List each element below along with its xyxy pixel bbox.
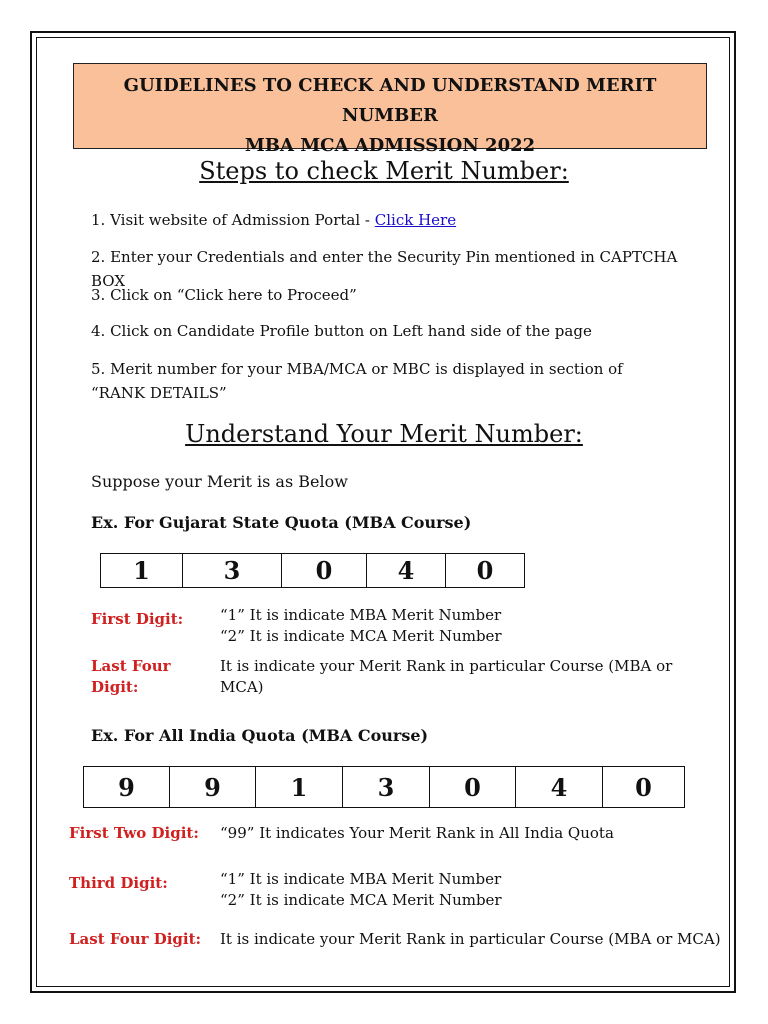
- step-1-text: 1. Visit website of Admission Portal -: [91, 211, 375, 229]
- understand-heading: Understand Your Merit Number:: [185, 420, 583, 448]
- last-four-digit-desc: [220, 656, 672, 698]
- click-here-link[interactable]: Click Here: [374, 211, 457, 229]
- third-digit-line-1: “1” It is indicate MBA Merit Number: [220, 870, 502, 888]
- digit-cell: 4: [516, 767, 603, 808]
- digit-cell: 9: [170, 767, 256, 808]
- digit-cell: 9: [84, 767, 170, 808]
- gujarat-merit-digits: [100, 553, 525, 588]
- india-quota-title: Ex. For All India Quota (MBA Course): [91, 726, 429, 745]
- step-3: 3. Click on “Click here to Proceed”: [91, 286, 357, 304]
- last-four-desc-line-2: MCA): [220, 678, 264, 696]
- digit-cell: 0: [446, 554, 525, 588]
- india-last-four-desc: It is indicate your Merit Rank in particular Course (MBA or MCA): [220, 930, 721, 948]
- title-line-1: GUIDELINES TO CHECK AND UNDERSTAND MERIT NUMBER: [123, 75, 657, 126]
- suppose-text: Suppose your Merit is as Below: [91, 472, 348, 491]
- step-4: 4. Click on Candidate Profile button on Left hand side of the page: [91, 322, 592, 340]
- last-four-digit-label: [91, 656, 171, 698]
- last-four-label-line-2: Digit:: [91, 678, 139, 696]
- step-5: 5. Merit number for your MBA/MCA or MBC is displayed in section of “RANK DETAILS”: [91, 360, 623, 402]
- first-two-digit-label: First Two Digit:: [69, 824, 199, 842]
- gujarat-quota-title: Ex. For Gujarat State Quota (MBA Course): [91, 513, 472, 532]
- digit-cell: 4: [367, 554, 446, 588]
- digit-cell: 0: [282, 554, 367, 588]
- third-digit-desc: [220, 869, 502, 911]
- digit-cell: 0: [603, 767, 685, 808]
- first-digit-line-2: “2” It is indicate MCA Merit Number: [220, 627, 502, 645]
- last-four-desc-line-1: It is indicate your Merit Rank in particular Course (MBA or: [220, 657, 673, 675]
- first-two-digit-desc: “99” It indicates Your Merit Rank in All India Quota: [220, 824, 614, 842]
- india-last-four-label: Last Four Digit:: [69, 930, 202, 948]
- digit-cell: 0: [430, 767, 516, 808]
- third-digit-line-2: “2” It is indicate MCA Merit Number: [220, 891, 502, 909]
- third-digit-label: Third Digit:: [69, 874, 168, 892]
- first-digit-label: First Digit:: [91, 610, 184, 628]
- digit-cell: 3: [183, 554, 282, 588]
- digit-cell: 1: [101, 554, 183, 588]
- first-digit-desc: [220, 605, 502, 647]
- title-line-2: MBA MCA ADMISSION 2022: [244, 135, 536, 156]
- step-2: 2. Enter your Credentials and enter the Security Pin mentioned in CAPTCHA BOX: [91, 248, 678, 290]
- step-1: [91, 208, 701, 232]
- india-merit-digits: [83, 766, 685, 808]
- steps-heading: Steps to check Merit Number:: [199, 157, 569, 185]
- title-banner: [73, 63, 707, 156]
- last-four-label-line-1: Last Four: [91, 657, 171, 675]
- first-digit-line-1: “1” It is indicate MBA Merit Number: [220, 606, 502, 624]
- digit-cell: 1: [256, 767, 343, 808]
- digit-cell: 3: [343, 767, 430, 808]
